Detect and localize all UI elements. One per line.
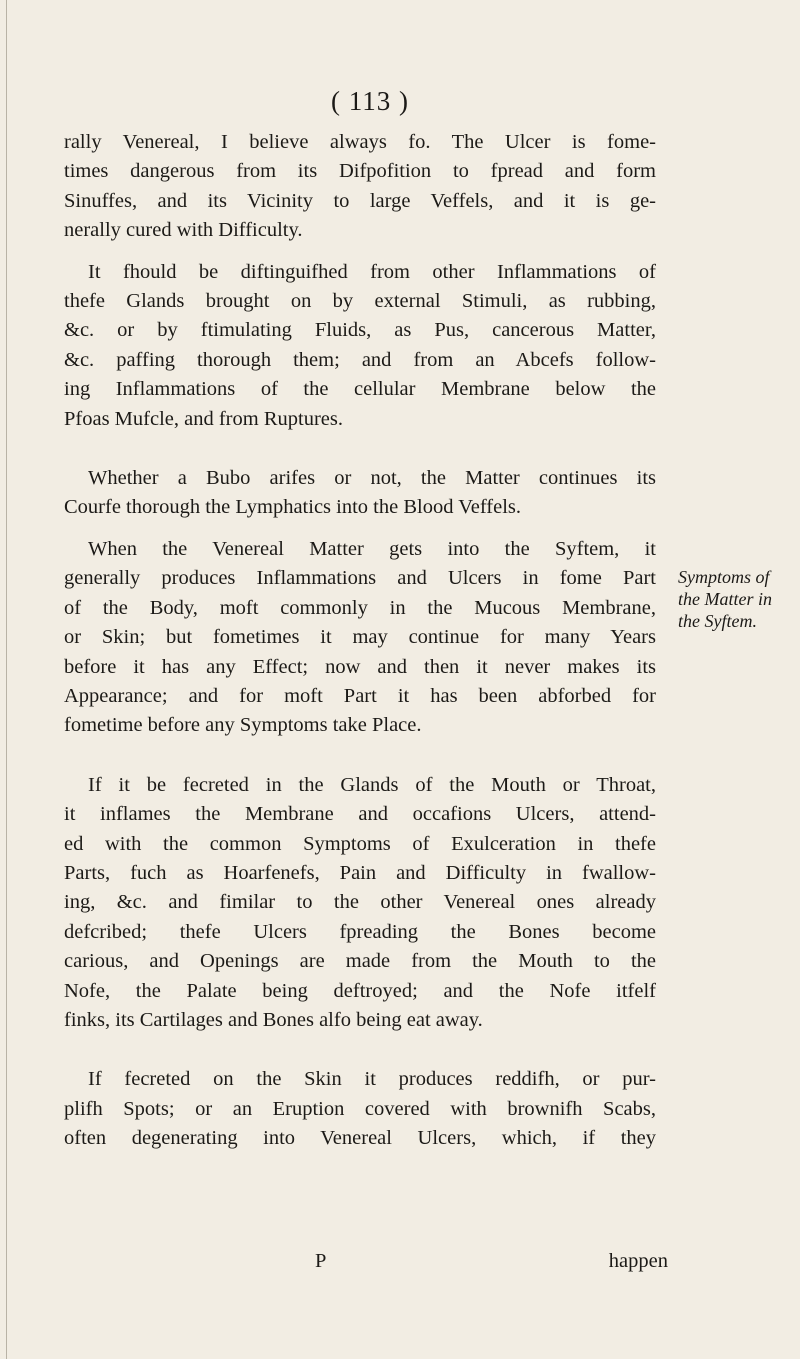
text-line: it inflames the Membrane and occafions Ulcers, attend-	[64, 803, 656, 826]
text-line: ing, &c. and fimilar to the other Venereal ones already	[64, 891, 656, 914]
paragraph-3	[64, 464, 656, 523]
text-line: Courfe thorough the Lymphatics into the Blood Veffels.	[64, 496, 522, 519]
paragraph-5	[64, 771, 656, 1036]
text-line: of the Body, moft commonly in the Mucous Membrane,	[64, 596, 656, 619]
marginal-note-line: the Matter in	[678, 589, 772, 609]
catchword: happen	[608, 1250, 668, 1272]
text-line: before it has any Effect; now and then it never makes its	[64, 655, 656, 678]
text-line: If it be fecreted in the Glands of the Mouth or Throat,	[88, 773, 656, 796]
text-line: When the Venereal Matter gets into the Syftem, it	[88, 537, 656, 560]
text-line: Sinuffes, and its Vicinity to large Veffels, and it is ge-	[64, 189, 656, 212]
text-line: carious, and Openings are made from the Mouth to the	[64, 950, 656, 973]
text-line: If fecreted on the Skin it produces reddifh, or pur-	[88, 1068, 656, 1091]
text-line: times dangerous from its Difpofition to fpread and form	[64, 160, 656, 183]
text-line: often degenerating into Venereal Ulcers, which, if they	[64, 1127, 656, 1150]
paragraph-2	[64, 258, 656, 434]
text-line: Pfoas Mufcle, and from Ruptures.	[64, 407, 343, 430]
text-line: ed with the common Symptoms of Exulceration in thefe	[64, 832, 656, 855]
text-line: ing Inflammations of the cellular Membrane below the	[64, 378, 656, 401]
paragraph-4	[64, 535, 656, 741]
signature-mark: P	[315, 1250, 327, 1272]
text-line: defcribed; thefe Ulcers fpreading the Bones become	[64, 920, 656, 943]
text-line: finks, its Cartilages and Bones alfo being eat away.	[64, 1008, 483, 1031]
text-line: Whether a Bubo arifes or not, the Matter continues its	[88, 467, 656, 490]
body-text	[64, 128, 656, 1154]
text-line: &c. or by ftimulating Fluids, as Pus, cancerous Matter,	[64, 319, 656, 342]
text-line: Parts, fuch as Hoarfenefs, Pain and Difficulty in fwallow-	[64, 861, 656, 884]
text-line: thefe Glands brought on by external Stimuli, as rubbing,	[64, 290, 656, 313]
text-line: Appearance; and for moft Part it has been abforbed for	[64, 684, 656, 707]
marginal-note-line: the Syftem.	[678, 611, 757, 631]
marginal-note-line: Symptoms of	[678, 567, 770, 587]
text-line: It fhould be diftinguifhed from other Inflammations of	[88, 260, 656, 283]
paragraph-1	[64, 128, 656, 246]
text-line: generally produces Inflammations and Ulcers in fome Part	[64, 567, 656, 590]
text-line: Nofe, the Palate being deftroyed; and the Nofe itfelf	[64, 979, 656, 1002]
paragraph-6	[64, 1065, 656, 1153]
text-line: &c. paffing thorough them; and from an Abcefs follow-	[64, 348, 656, 371]
text-line: rally Venereal, I believe always fo. The Ulcer is fome-	[64, 131, 656, 153]
text-line: or Skin; but fometimes it may continue for many Years	[64, 626, 656, 649]
text-line: nerally cured with Difficulty.	[64, 219, 303, 242]
text-line: fometime before any Symptoms take Place.	[64, 714, 422, 737]
page-number: ( 113 )	[331, 86, 409, 116]
text-line: plifh Spots; or an Eruption covered with brownifh Scabs,	[64, 1097, 656, 1120]
marginal-note	[678, 566, 798, 632]
page-edge-line	[6, 0, 7, 1359]
